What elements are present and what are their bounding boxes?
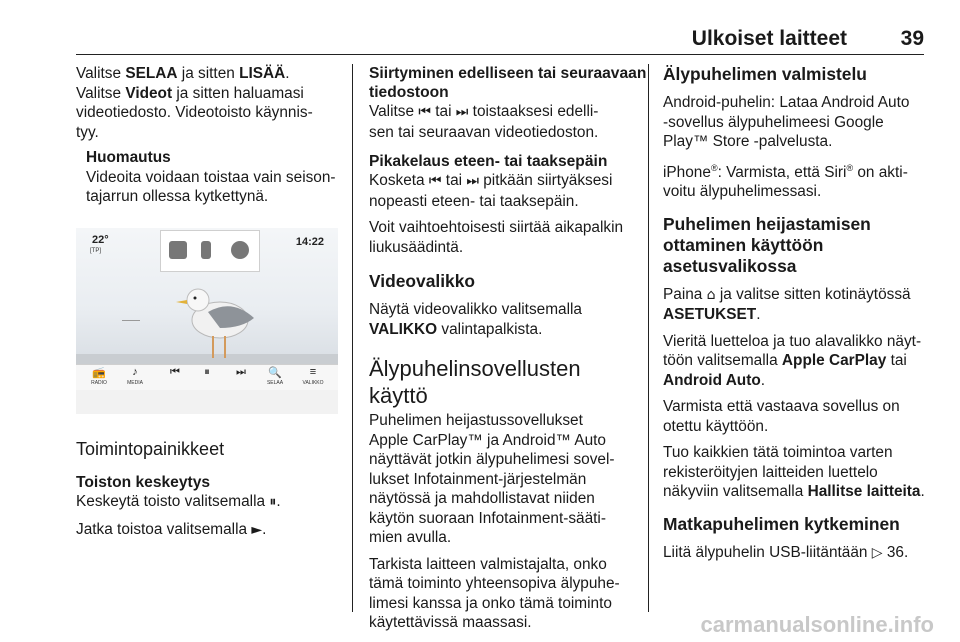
keyword-android-auto: Android Auto xyxy=(663,371,761,389)
search-label: SELAA xyxy=(266,380,284,386)
registered-mark: ® xyxy=(846,162,854,173)
note-box xyxy=(86,148,344,207)
text: näkyviin valitsemalla xyxy=(663,483,804,501)
next-icon[interactable]: ⏭ xyxy=(236,366,246,378)
text-line: Apple CarPlay™ ja Android™ Auto xyxy=(369,431,606,449)
text: asetusvalikossa xyxy=(663,255,797,276)
heading-connect-phone: Matkapuhelimen kytkeminen xyxy=(663,513,900,534)
paragraph-connect-usb xyxy=(663,543,933,564)
previous-icon[interactable]: ⏮ xyxy=(170,366,180,378)
paragraph-select-video xyxy=(76,84,344,143)
text: Android-puhelin: Lataa Android Auto xyxy=(663,94,910,111)
previous-icon: ⏮ xyxy=(418,104,431,120)
column-1-lower xyxy=(76,436,344,547)
radio-icon[interactable]: 📻 xyxy=(92,367,106,379)
text-line: näyttävät jotkin älypuhelimesi sovel- xyxy=(369,451,615,468)
text: Voit vaihtoehtoisesti siirtää aikapalkin xyxy=(369,219,624,236)
text: Jatka toistoa valitsemalla xyxy=(76,520,248,538)
watermark: carmanualsonline.info xyxy=(700,612,934,637)
text: ottaminen käyttöön xyxy=(663,234,824,255)
info-icon[interactable] xyxy=(231,241,249,259)
text: . xyxy=(920,483,925,501)
paragraph-slider xyxy=(369,218,641,257)
text: Älypuhelinsovellusten xyxy=(369,356,581,381)
text: tai xyxy=(445,172,463,189)
paragraph-fast-forward xyxy=(369,171,641,211)
temperature-readout: 22° xyxy=(92,234,109,246)
text: Paina xyxy=(663,285,703,303)
device-icon[interactable] xyxy=(201,241,211,259)
paragraph-resume: Jatka toistoa valitsemalla ►. xyxy=(76,520,267,538)
text-line: lukset Infotainment-järjestelmän xyxy=(369,470,587,488)
keyword-valikko: VALIKKO xyxy=(369,320,438,338)
page-header-title: Ulkoiset laitteet xyxy=(691,27,847,50)
text: : Varmista, että Siri xyxy=(717,163,847,181)
play-icon: ► xyxy=(251,521,263,538)
text-line: näytössä ja mahdollistavat niiden xyxy=(369,490,595,507)
text: nopeasti eteen- tai taaksepäin. xyxy=(369,192,579,210)
app-shortcut-panel xyxy=(160,230,260,272)
text: -sovellus älypuhelimeesi Google xyxy=(663,113,884,131)
paragraph-manage-devices xyxy=(663,443,933,502)
music-note-icon[interactable] xyxy=(169,241,187,259)
text-line: Tarkista laitteen valmistajalta, onko xyxy=(369,555,607,573)
column-3 xyxy=(663,64,933,570)
menu-icon[interactable]: ≡ xyxy=(309,366,317,378)
text: Valitse xyxy=(76,65,126,82)
progress-track[interactable] xyxy=(122,320,140,321)
text: töön valitsemalla xyxy=(663,352,778,370)
text: valintapalkista. xyxy=(437,320,543,338)
keyword-lisaa: LISÄÄ xyxy=(239,65,286,82)
next-icon: ⏭ xyxy=(455,104,469,120)
text: tai xyxy=(890,352,907,370)
heading-video-menu: Videovalikko xyxy=(369,271,476,291)
heading-fast-forward: Pikakelaus eteen- tai taaksepäin xyxy=(369,153,608,170)
text-line: käytettävissä maassasi. xyxy=(369,614,532,631)
text: Näytä videovalikko valitsemalla xyxy=(369,301,582,318)
heading-function-buttons: Toimintopainikkeet xyxy=(76,439,225,459)
text: tyy. xyxy=(76,123,99,141)
text: toistaaksesi edelli- xyxy=(472,103,599,120)
text: tai xyxy=(435,103,452,120)
note-title: Huomautus xyxy=(86,149,171,166)
text: ja valitse sitten kotinäytössä xyxy=(719,285,911,303)
text: Siirtyminen edelliseen tai seuraavaan xyxy=(369,65,647,82)
pause-icon: ⏸ xyxy=(269,494,277,510)
heading-pause: Toiston keskeytys xyxy=(76,474,211,491)
heading-prepare-phone: Älypuhelimen valmistelu xyxy=(663,64,867,84)
keyword-selaa: SELAA xyxy=(125,65,178,82)
previous-icon: ⏮ xyxy=(428,173,442,189)
text: käyttö xyxy=(369,383,428,408)
text: rekisteröityjen laitteiden luettelo xyxy=(663,463,878,481)
paragraph-pause: Keskeytä toisto valitsemalla ⏸. xyxy=(76,493,281,510)
note-line: Videoita voidaan toistaa vain seison- xyxy=(86,168,336,186)
paragraph-select-add xyxy=(76,64,344,84)
text: ja sitten xyxy=(177,65,240,82)
text: . xyxy=(903,543,909,561)
text: voitu älypuhelimessasi. xyxy=(663,183,822,201)
radio-label: RADIO xyxy=(91,380,107,386)
keyword-apple-carplay: Apple CarPlay xyxy=(781,352,887,370)
text: Vieritä luetteloa ja tuo alavalikko näyt- xyxy=(663,332,922,350)
text: Valitse xyxy=(76,84,126,102)
page-reference-icon: ▷ xyxy=(871,544,883,561)
text: Varmista että vastaava sovellus on xyxy=(663,398,900,416)
text: Valitse xyxy=(369,103,415,120)
text: pitkään siirtyäksesi xyxy=(483,172,613,189)
text: iPhone xyxy=(663,163,711,181)
paragraph-ensure-enabled xyxy=(663,397,933,436)
registered-mark: ® xyxy=(710,162,718,173)
text: ja sitten haluamasi xyxy=(172,84,304,102)
keyword-hallitse-laitteita: Hallitse laitteita xyxy=(807,483,921,501)
page-reference[interactable]: 36 xyxy=(886,543,904,561)
media-icon[interactable]: ♪ xyxy=(132,366,138,378)
paragraph-smartphone-apps xyxy=(369,411,641,548)
text: Puhelimen heijastamisen xyxy=(663,213,871,234)
paragraph-video-menu xyxy=(369,300,641,339)
text: on akti- xyxy=(853,163,908,181)
screen-bottom xyxy=(76,390,338,414)
column-divider-1 xyxy=(352,64,353,612)
column-2 xyxy=(369,64,647,640)
paragraph-press-home xyxy=(663,285,933,325)
text: Tuo kaikkien tätä toimintoa varten xyxy=(663,444,893,462)
text: Keskeytä toisto valitsemalla xyxy=(76,493,266,510)
text-line: käytön suoraan Infotainment-sääti- xyxy=(369,509,606,527)
text-line: Puhelimen heijastussovellukset xyxy=(369,412,583,429)
keyword-videot: Videot xyxy=(125,84,173,102)
text: . xyxy=(756,306,761,324)
heading-smartphone-apps xyxy=(369,355,641,409)
paragraph-scroll-list xyxy=(663,332,933,391)
text: sen tai seuraavan videotiedoston. xyxy=(369,123,599,141)
seagull-image xyxy=(172,268,262,364)
home-icon: ⌂ xyxy=(706,286,716,303)
paragraph-skip xyxy=(369,102,641,142)
tp-indicator: [TP] xyxy=(90,248,102,254)
paragraph-android xyxy=(663,93,933,152)
text: tiedostoon xyxy=(369,84,449,101)
infotainment-screenshot xyxy=(76,228,338,414)
paragraph-iphone xyxy=(663,159,933,202)
text: . xyxy=(285,65,290,82)
paragraph-check-manufacturer xyxy=(369,555,641,633)
heading-skip xyxy=(369,64,647,102)
text-line: mien avulla. xyxy=(369,529,452,546)
column-divider-2 xyxy=(648,64,649,612)
text-line: tämä toiminto yhteensopiva älypuhe- xyxy=(369,575,620,592)
search-icon[interactable]: 🔍 xyxy=(268,367,282,379)
text: otettu käyttöön. xyxy=(663,417,769,435)
text: Play™ Store -palvelusta. xyxy=(663,133,833,150)
text: Liitä älypuhelin USB-liitäntään xyxy=(663,543,868,561)
header-divider xyxy=(76,54,924,55)
note-line: tajarrun ollessa kytkettynä. xyxy=(86,188,269,205)
keyword-asetukset: ASETUKSET xyxy=(663,306,757,324)
text: Kosketa xyxy=(369,172,425,189)
clock: 14:22 xyxy=(295,236,324,248)
heading-enable-projection xyxy=(663,214,933,277)
next-icon: ⏭ xyxy=(466,173,479,189)
text: liukusäädintä. xyxy=(369,238,464,256)
menu-label: VALIKKO xyxy=(302,380,324,386)
media-label: MEDIA xyxy=(127,380,143,386)
column-1 xyxy=(76,64,344,207)
page-number: 39 xyxy=(900,27,924,50)
pause-icon[interactable]: ⏸ xyxy=(204,366,210,378)
text: videotiedosto. Videotoisto käynnis- xyxy=(76,104,313,121)
text-line: limesi kanssa ja onko tämä toiminto xyxy=(369,594,612,612)
text: . xyxy=(760,371,766,389)
